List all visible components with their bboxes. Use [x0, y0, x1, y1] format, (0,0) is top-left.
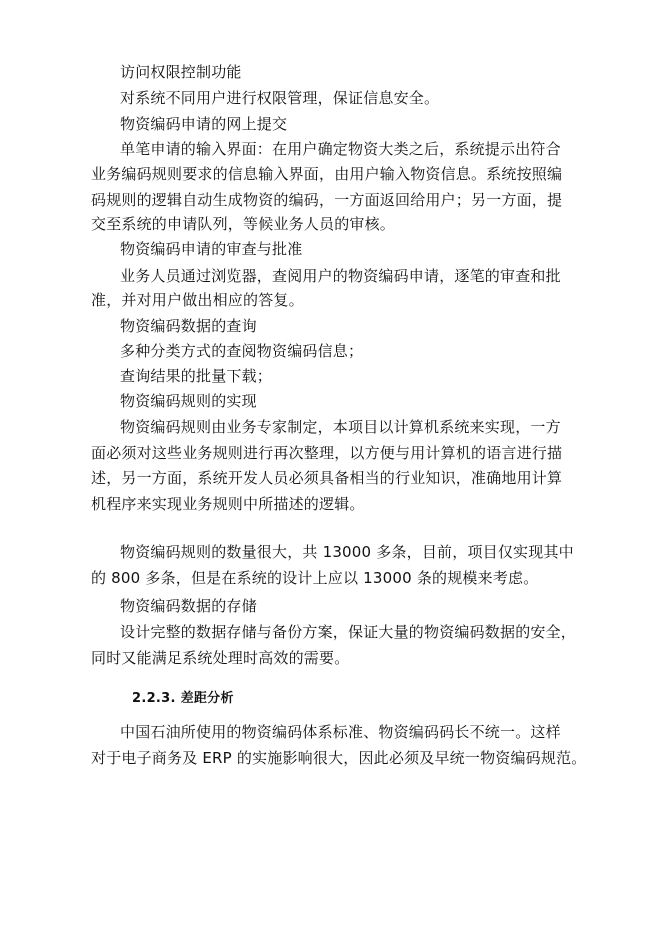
section-item-title: 物资编码数据的查询 — [120, 317, 257, 335]
paragraph-line: 面必须对这些业务规则进行再次整理，以方便与用计算机的语言进行描 — [91, 444, 563, 462]
section-heading: 2.2.3. 差距分析 — [132, 691, 234, 706]
paragraph-line: 机程序来实现业务规则中所描述的逻辑。 — [91, 495, 365, 513]
paragraph-line: 对于电子商务及 ERP 的实施影响很大，因此必须及早统一物资编码规范。 — [91, 749, 587, 767]
paragraph-line: 的 800 多条，但是在系统的设计上应以 13000 条的规模来考虑。 — [91, 569, 539, 587]
paragraph-line: 码规则的逻辑自动生成物资的编码，一方面返回给用户；另一方面，提 — [91, 191, 563, 209]
section-item-title: 物资编码申请的网上提交 — [120, 115, 288, 133]
paragraph-line: 述，另一方面，系统开发人员必须具备相当的行业知识，准确地用计算 — [91, 469, 563, 487]
paragraph-line: 单笔申请的输入界面：在用户确定物资大类之后，系统提示出符合 — [120, 140, 561, 158]
paragraph-line: 同时又能满足系统处理时高效的需要。 — [91, 649, 350, 667]
paragraph-line: 多种分类方式的查阅物资编码信息； — [120, 342, 364, 360]
paragraph-line: 物资编码规则的数量很大，共 13000 多条，目前，项目仅实现其中 — [120, 543, 574, 561]
paragraph-line: 业务编码规则要求的信息输入界面，由用户输入物资信息。系统按照编 — [91, 165, 563, 183]
section-item-title: 物资编码数据的存储 — [120, 597, 257, 615]
paragraph-line: 查询结果的批量下载； — [120, 367, 273, 385]
paragraph-line: 交至系统的申请队列，等候业务人员的审核。 — [91, 215, 396, 233]
paragraph-line: 设计完整的数据存储与备份方案，保证大量的物资编码数据的安全， — [120, 623, 577, 641]
paragraph-line: 对系统不同用户进行权限管理，保证信息安全。 — [120, 89, 440, 107]
paragraph-line: 业务人员通过浏览器，查阅用户的物资编码申请，逐笔的审查和批 — [120, 267, 561, 285]
section-item-title: 访问权限控制功能 — [120, 63, 242, 81]
section-item-title: 物资编码规则的实现 — [120, 392, 257, 410]
paragraph-line: 物资编码规则由业务专家制定，本项目以计算机系统来实现，一方 — [120, 418, 561, 436]
section-item-title: 物资编码申请的审查与批准 — [120, 240, 303, 258]
paragraph-line: 准，并对用户做出相应的答复。 — [91, 291, 304, 309]
paragraph-line: 中国石油所使用的物资编码体系标准、物资编码码长不统一。这样 — [120, 723, 561, 741]
